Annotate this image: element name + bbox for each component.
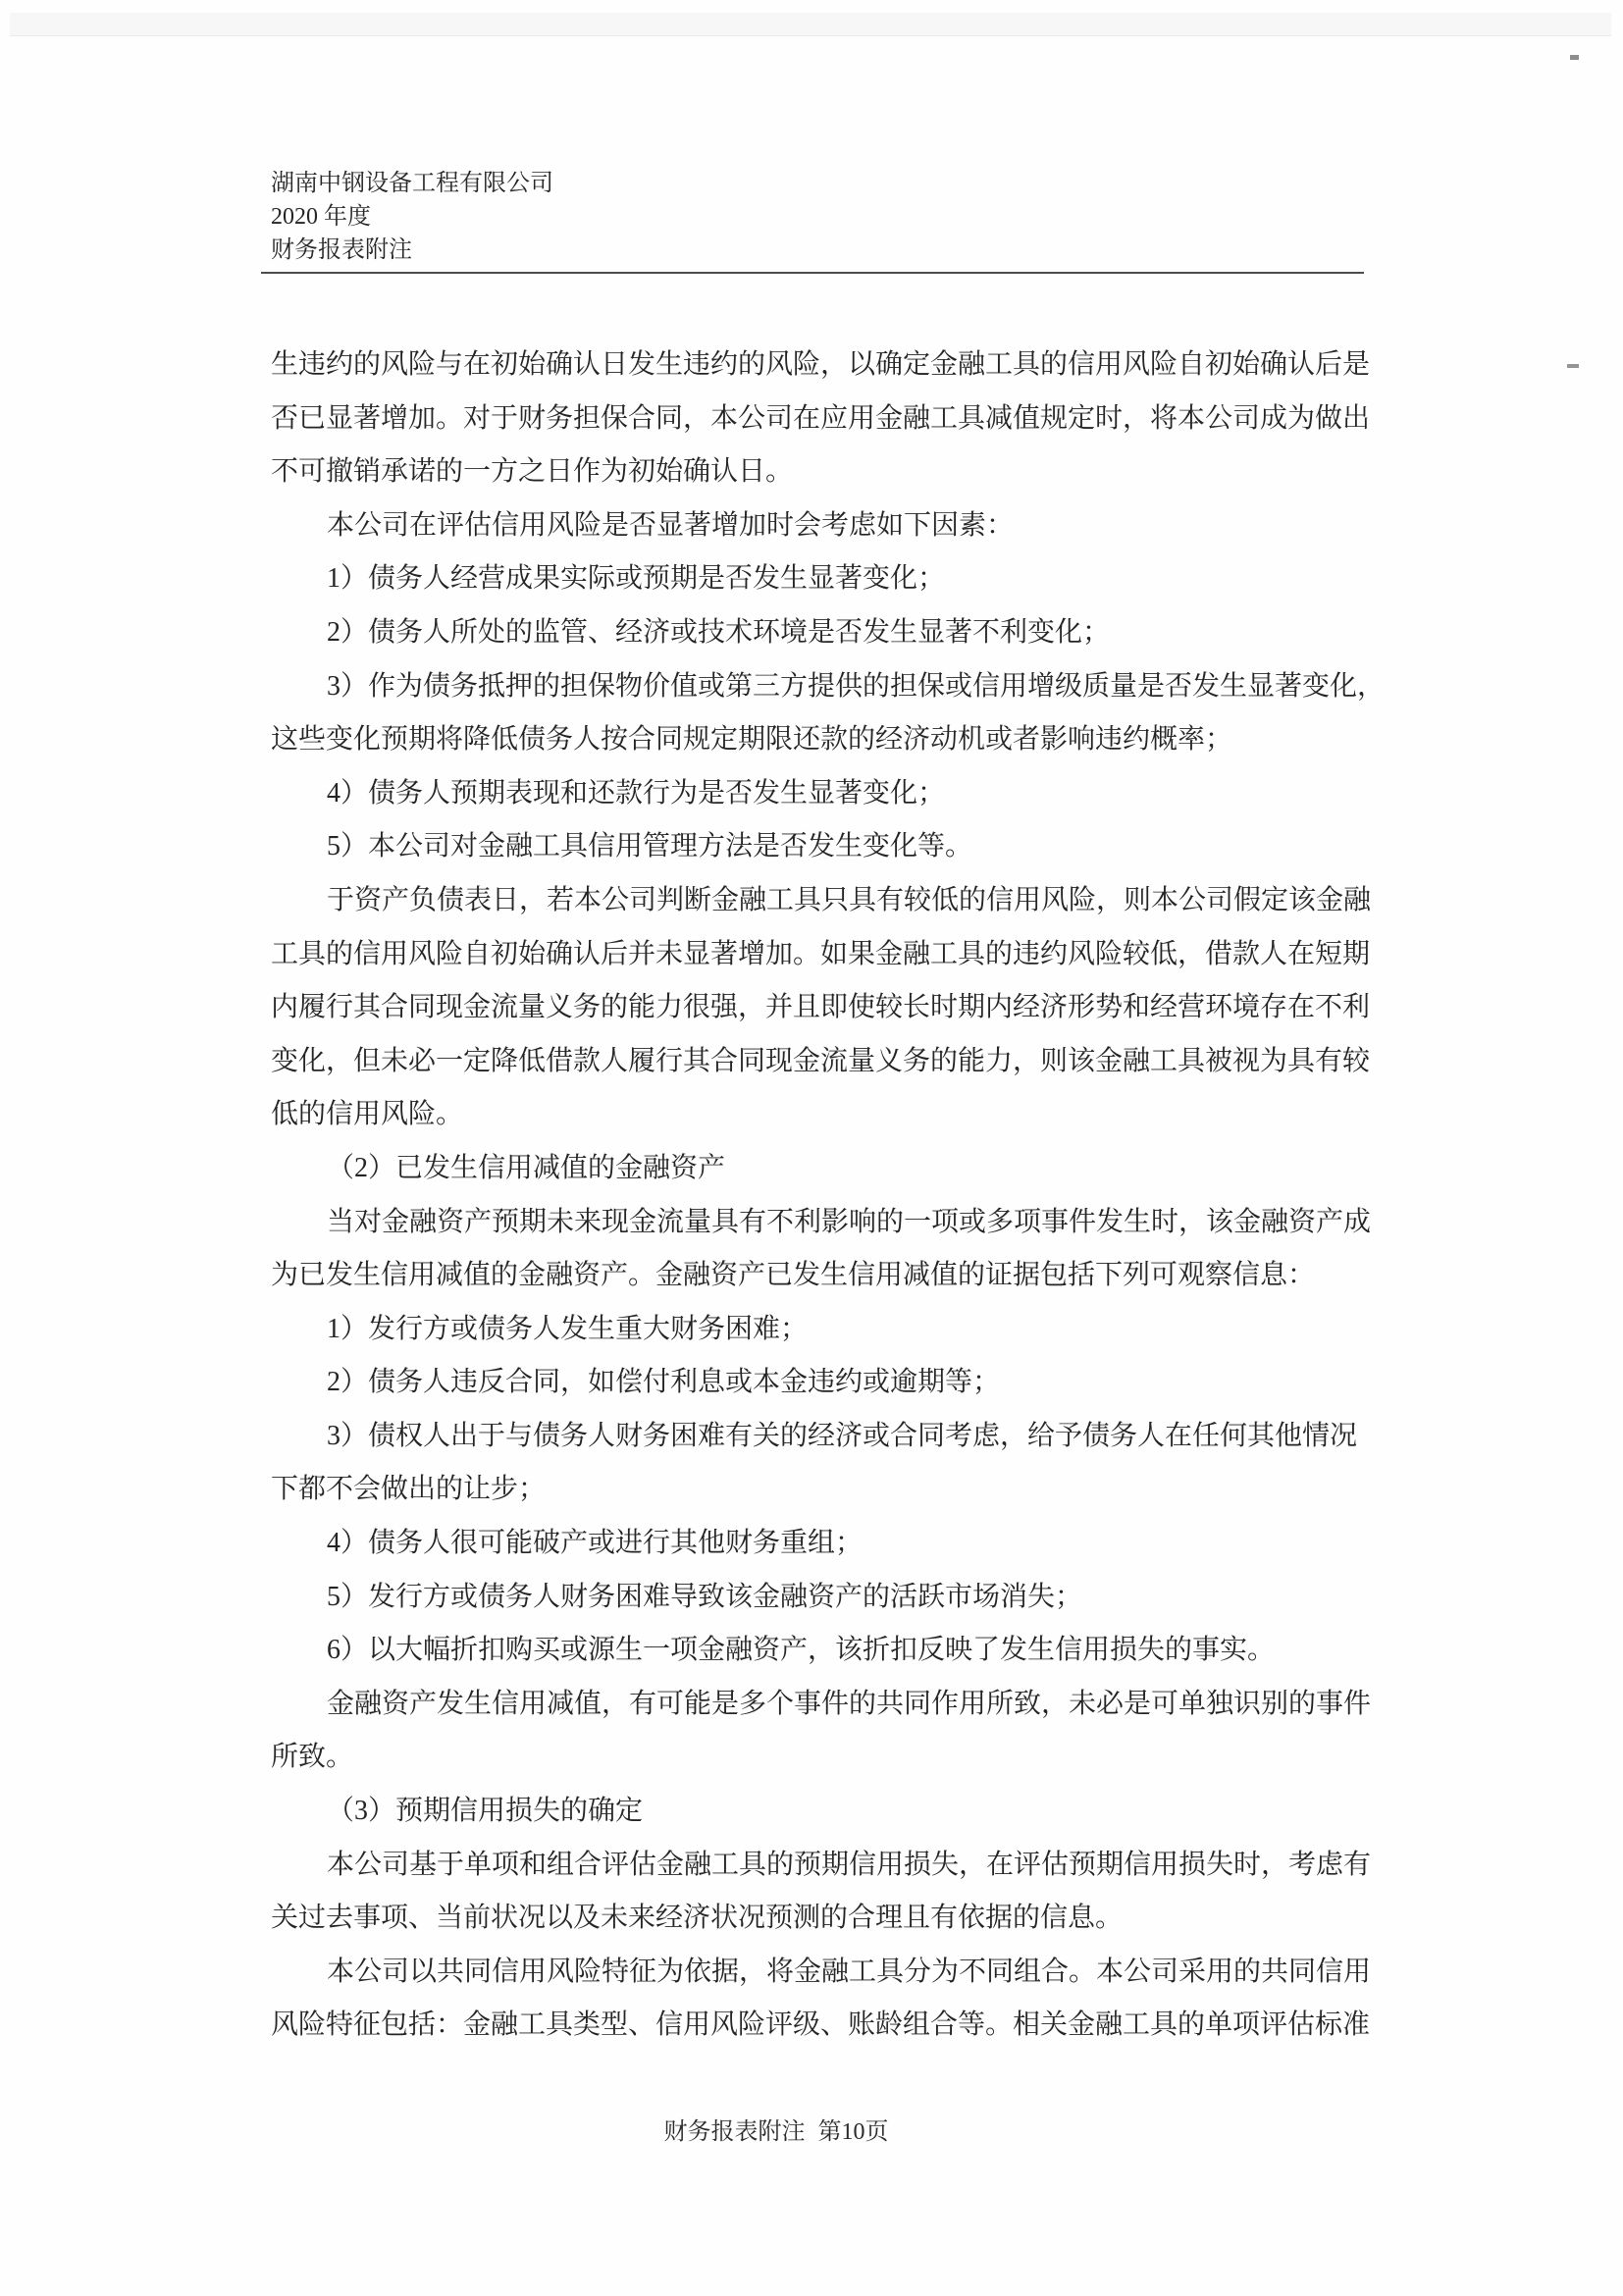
text-line: （3）预期信用损失的确定 [327,1796,644,1827]
text-line: 风险特征包括：金融工具类型、信用风险评级、账龄组合等。相关金融工具的单项评估标准 [271,2009,1371,2041]
text-line: 本公司基于单项和组合评估金融工具的预期信用损失，在评估预期信用损失时，考虑有 [327,1849,1372,1880]
document-header [271,167,553,267]
text-line: 4）债务人很可能破产或进行其他财务重组； [327,1528,864,1559]
text-line: 5）发行方或债务人财务困难导致该金融资产的活跃市场消失； [327,1581,1083,1612]
fiscal-year: 2020 年度 [271,204,371,230]
text-line: 这些变化预期将降低债务人按合同规定期限还款的经济动机或者影响违约概率； [271,724,1233,756]
text-line: 3）债权人出于与债务人财务困难有关的经济或合同考虑，给予债务人在任何其他情况 [327,1420,1358,1451]
header-rule [261,272,1364,274]
text-line: 4）债务人预期表现和还款行为是否发生显著变化； [327,777,946,809]
text-line: 为已发生信用减值的金融资产。金融资产已发生信用减值的证据包括下列可观察信息： [271,1260,1316,1291]
text-line: 内履行其合同现金流量义务的能力很强，并且即使较长时期内经济形势和经营环境存在不利 [271,992,1371,1023]
text-line: 1）债务人经营成果实际或预期是否发生显著变化； [327,563,946,595]
text-line: 3）作为债务抵押的担保物价值或第三方提供的担保或信用增级质量是否发生显著变化， [327,670,1386,702]
text-line: 2）债务人所处的监管、经济或技术环境是否发生显著不利变化； [327,616,1111,648]
footer-page-number: 第10页 [817,2119,889,2145]
text-line: 关过去事项、当前状况以及未来经济状况预测的合理且有依据的信息。 [271,1903,1124,1934]
text-line: （2）已发生信用减值的金融资产 [327,1152,726,1183]
text-line: 生违约的风险与在初始确认日发生违约的风险，以确定金融工具的信用风险自初始确认后是 [271,349,1371,380]
text-line: 工具的信用风险自初始确认后并未显著增加。如果金融工具的违约风险较低，借款人在短期 [271,938,1371,969]
text-line: 5）本公司对金融工具信用管理方法是否发生变化等。 [327,831,973,862]
text-line: 金融资产发生信用减值，有可能是多个事件的共同作用所致，未必是可单独识别的事件 [327,1688,1372,1719]
document-title: 财务报表附注 [271,237,412,263]
text-line: 1）发行方或债务人发生重大财务困难； [327,1313,809,1344]
text-line: 变化，但未必一定降低借款人履行其合同现金流量义务的能力，则该金融工具被视为具有较 [271,1045,1371,1076]
text-line: 当对金融资产预期未来现金流量具有不利影响的一项或多项事件发生时，该金融资产成 [327,1206,1372,1237]
scan-artifact-band [10,13,1611,36]
text-line: 不可撤销承诺的一方之日作为初始确认日。 [271,456,794,488]
scan-speck [1570,55,1579,60]
text-line: 低的信用风险。 [271,1099,464,1130]
page-footer [0,2112,1623,2146]
footer-doc-label: 财务报表附注 [663,2119,806,2145]
text-line: 6）以大幅折扣购买或源生一项金融资产，该折扣反映了发生信用损失的事实。 [327,1635,1276,1666]
text-line: 于资产负债表日，若本公司判断金融工具只具有较低的信用风险，则本公司假定该金融 [327,884,1372,915]
text-line: 否已显著增加。对于财务担保合同，本公司在应用金融工具减值规定时，将本公司成为做出 [271,402,1371,434]
company-name: 湖南中钢设备工程有限公司 [271,171,553,196]
text-line: 本公司在评估信用风险是否显著增加时会考虑如下因素： [327,509,1015,541]
text-line: 所致。 [271,1742,354,1773]
scan-speck [1567,364,1579,368]
text-line: 本公司以共同信用风险特征为依据，将金融工具分为不同组合。本公司采用的共同信用 [327,1956,1372,1987]
text-line: 2）债务人违反合同，如偿付利息或本金违约或逾期等； [327,1367,1001,1398]
body-text [271,339,1386,2053]
text-line: 下都不会做出的让步； [271,1474,547,1505]
